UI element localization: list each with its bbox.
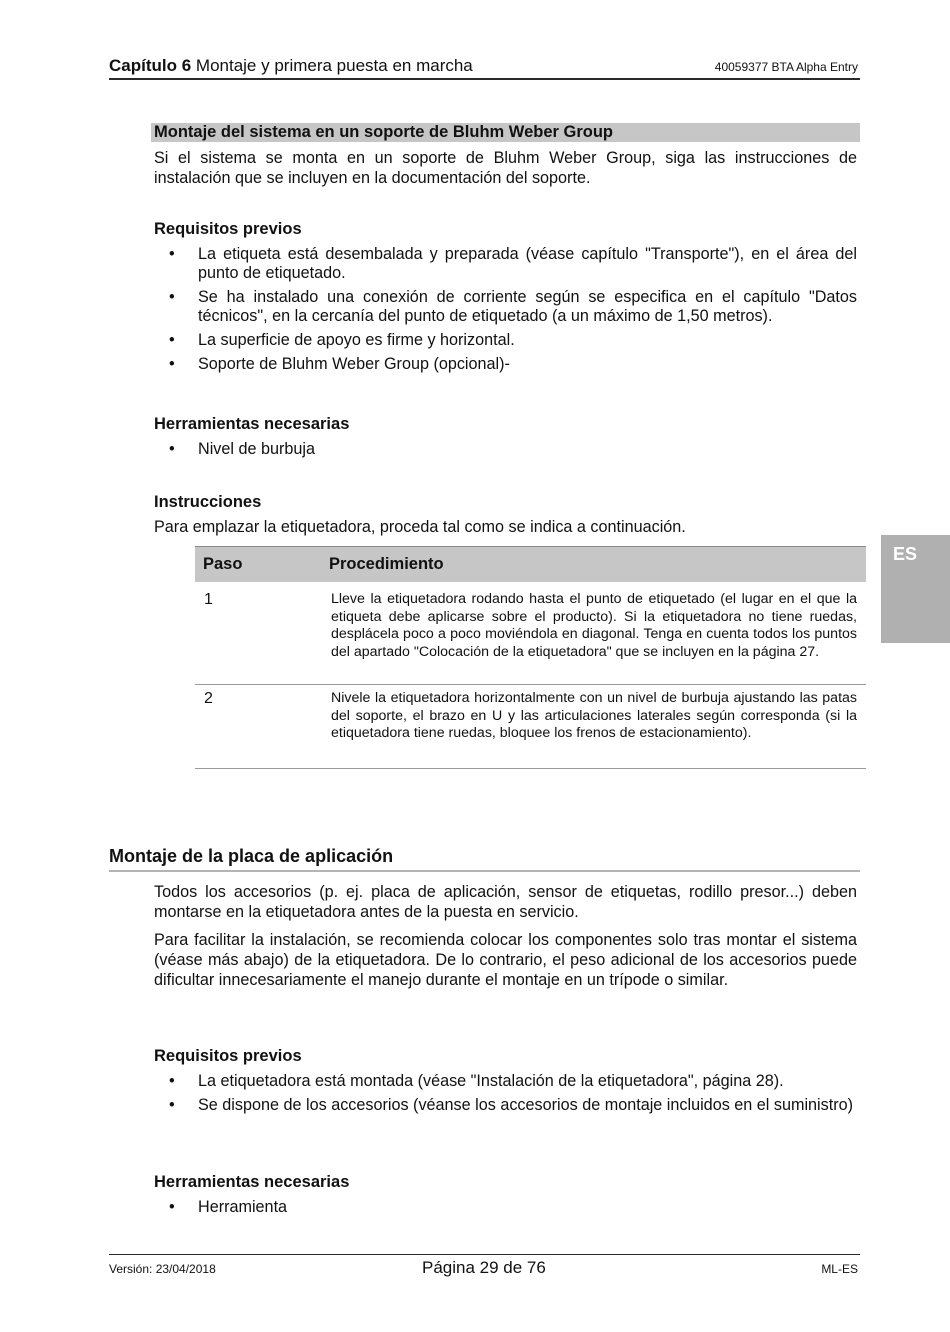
list-item: • Nivel de burbuja [169,440,315,458]
bullet-icon: • [169,1198,175,1216]
paragraph: Para facilitar la instalación, se recomienda colocar los componentes solo tras montar el sistema (véase más abajo) de la etiquetadora. De lo contrario, el peso adicional de los accesorios puede dificultar innecesariamente el manejo durante el montaje en un trípode o similar. [154,931,857,989]
page-number: Página 29 de 76 [422,1258,546,1277]
page-footer [109,1254,860,1281]
prereq-heading: Requisitos previos [154,1047,302,1065]
list-item: • La etiquetadora está montada (véase "Instalación de la etiquetadora", página 28). [169,1072,784,1090]
bullet-icon: • [169,1072,175,1090]
document-code: 40059377 BTA Alpha Entry [714,60,858,74]
page-header [109,54,860,80]
tools-heading: Herramientas necesarias [154,1173,350,1191]
bullet-icon: • [169,1096,175,1114]
table-row [195,582,866,685]
language-tab [881,535,950,643]
tools-list [154,440,857,464]
instructions-intro: Para emplazar la etiquetadora, proceda tal como se indica a continuación. [154,518,686,536]
column-header-procedure: Procedimiento [329,555,444,573]
chapter-title: Montaje y primera puesta en marcha [195,56,473,75]
prereq-heading: Requisitos previos [154,220,302,238]
list-item: • La superficie de apoyo es firme y horizontal. [169,331,515,349]
tools-heading: Herramientas necesarias [154,415,350,433]
paragraph: Todos los accesorios (p. ej. placa de aplicación, sensor de etiquetas, rodillo presor...) deben montarse en la etiquetadora antes de la puesta en servicio. [154,883,857,921]
section-title: Montaje del sistema en un soporte de Bluhm Weber Group [154,123,614,141]
footer-version: Versión: 23/04/2018 [109,1262,216,1276]
chapter-heading [109,56,473,76]
instructions-heading: Instrucciones [154,493,262,511]
procedure-table [195,546,866,769]
footer-code: ML-ES [821,1262,858,1276]
bullet-icon: • [169,331,175,349]
section-title-band [151,123,860,142]
column-header-step: Paso [203,555,243,573]
section-heading-text: Montaje de la placa de aplicación [109,846,394,866]
table-row [195,685,866,769]
prereq-list [154,1072,857,1120]
step-number: 1 [204,591,213,608]
list-item: • La etiqueta está desembalada y preparada (véase capítulo "Transporte"), en el área del punto de etiquetado. [169,245,857,282]
step-text: Lleve la etiquetadora rodando hasta el punto de etiquetado (el lugar en el que la etiqueta debe aplicarse sobre el producto). Si la etiquetadora no tiene ruedas, desplácela poco a poco moviéndola en diagonal. Tenga en cuenta todos los puntos del apartado "Colocación de la etiquetadora" que se incluyen en la página 27. [331,591,857,660]
tools-list [154,1198,857,1222]
list-item: • Soporte de Bluhm Weber Group (opcional)- [169,355,510,373]
table-header-row [195,546,866,582]
bullet-icon: • [169,288,175,306]
list-item: • Se ha instalado una conexión de corriente según se especifica en el capítulo "Datos técnicos", en la cercanía del punto de etiquetado (a un máximo de 1,50 metros). [169,288,857,325]
language-tab-label: ES [893,544,918,564]
prereq-list [154,245,857,379]
bullet-icon: • [169,355,175,373]
section-intro: Si el sistema se monta en un soporte de Bluhm Weber Group, siga las instrucciones de instalación que se incluyen en la documentación del soporte. [154,149,857,187]
list-item: • Se dispone de los accesorios (véanse los accesorios de montaje incluidos en el suministro) [169,1096,854,1114]
section-heading [109,846,860,872]
bullet-icon: • [169,440,175,458]
step-number: 2 [204,690,213,707]
step-text: Nivele la etiquetadora horizontalmente con un nivel de burbuja ajustando las patas del soporte, el brazo en U y las articulaciones laterales según corresponda (si la etiquetadora tiene ruedas, bloquee los frenos de estacionamiento). [331,690,857,741]
bullet-icon: • [169,245,175,263]
chapter-label: Capítulo 6 [109,56,192,75]
list-item: • Herramienta [169,1198,288,1216]
